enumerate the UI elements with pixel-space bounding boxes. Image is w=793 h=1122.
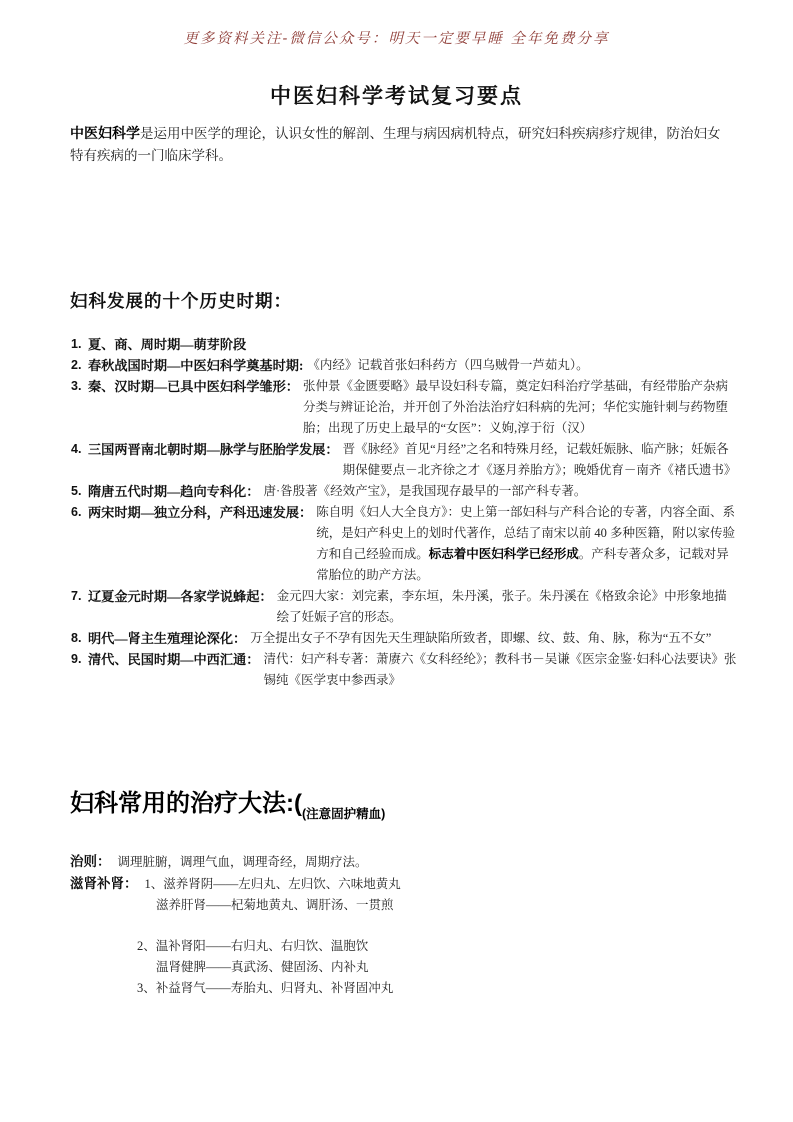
item-body: [88, 481, 739, 502]
item-description: [303, 376, 739, 439]
item-heading: 三国两晋南北朝时期—脉学与胚胎学发展：: [88, 442, 339, 457]
item-desc-text: 陈自明《妇人大全良方》：史上第一部妇科与产科合论的专著，内容全面、系统，是妇产科史上的划时代著作，总结了南宋以前 40 多种医籍，附以家传验方和自己经验而成。: [316, 505, 735, 561]
item-number: 2.: [71, 358, 82, 372]
item-heading: 两宋时期—独立分科，产科迅速发展：: [88, 505, 313, 520]
item-number: 9.: [71, 652, 82, 666]
treatment-row: [156, 895, 730, 916]
item-desc-text: 晋《脉经》首见“月经”之名和特殊月经，记载妊娠脉、临产脉；妊娠各期保健要点－北齐徐之才《逐月养胎方》；晚婚优育－南齐《褚氏遗书》: [342, 442, 737, 477]
treatment-section-heading: [70, 783, 385, 822]
item-body: [88, 334, 739, 355]
item-desc-text: 《内经》记载首张妇科药方（四乌贼骨一芦茹丸）。: [307, 358, 589, 372]
history-item: [71, 334, 739, 355]
history-item: [71, 481, 739, 502]
item-description: [250, 628, 739, 649]
treatment-row: [70, 873, 730, 895]
item-description: [250, 334, 739, 355]
item-description: [307, 355, 739, 376]
item-body: [88, 376, 739, 439]
item-number: 4.: [71, 442, 82, 456]
history-item: [71, 376, 739, 439]
item-desc-text: 金元四大家：刘完素，李东垣，朱丹溪，张子。朱丹溪在《格致余论》中形象地描绘了妊娠子宫的形态。: [276, 589, 727, 624]
treatment-row-text: 调理脏腑，调理气血，调理奇经，周期疗法。: [117, 855, 368, 869]
item-body: [88, 502, 739, 586]
item-number: 8.: [71, 631, 82, 645]
item-description: [316, 502, 739, 586]
item-number: 6.: [71, 505, 82, 519]
item-heading: 清代、民国时期—中西汇通：: [88, 652, 260, 667]
history-section-heading: 妇科发展的十个历史时期：: [70, 291, 292, 311]
treatment-row-label: 滋肾补肾：: [70, 876, 138, 891]
treatment-row: [137, 978, 730, 999]
history-item: [71, 586, 739, 628]
item-number: 3.: [71, 379, 82, 393]
treatment-block: [70, 851, 730, 999]
intro-lead-term: 中医妇科学: [70, 127, 140, 142]
item-number: 5.: [71, 484, 82, 498]
intro-body-text: 是运用中医学的理论，认识女性的解剖、生理与病因病机特点，研究妇科疾病疹疗规律，防治妇女特有疾病的一门临床学科。: [70, 126, 721, 163]
item-heading: 隋唐五代时期—趋向专科化：: [88, 484, 260, 499]
item-heading: 辽夏金元时期—各家学说蜂起：: [88, 589, 273, 604]
item-desc-bold: 标志着中医妇科学已经形成: [428, 547, 579, 561]
item-desc-text: 万全提出女子不孕有因先天生理缺陷所致者，即螺、纹、鼓、角、脉，称为“五不女”: [250, 631, 712, 645]
treatment-row-text: 温肾健脾——真武汤、健固汤、内补丸: [156, 960, 369, 974]
item-heading: 明代—肾主生殖理论深化：: [88, 631, 247, 646]
item-body: [88, 628, 739, 649]
treatment-heading-note: (注意固护精血): [301, 807, 386, 821]
item-description: [263, 649, 739, 691]
history-item: [71, 439, 739, 481]
item-body: [88, 355, 739, 376]
item-description: [263, 481, 739, 502]
item-number: 7.: [71, 589, 82, 603]
promo-header-text: 更多资料关注-微信公众号：明天一定要早睡 全年免费分享: [183, 31, 610, 47]
treatment-row: [137, 936, 730, 957]
item-heading: 夏、商、周时期—萌芽阶段: [88, 337, 247, 352]
treatment-row-text: 2、温补肾阳——右归丸、右归饮、温胞饮: [137, 939, 369, 953]
item-desc-tail: 。产科专著众多，记载对异常胎位的助产方法。: [316, 547, 729, 582]
item-heading: 秦、汉时期—已具中医妇科学雏形：: [88, 379, 299, 394]
item-body: [88, 649, 739, 691]
history-item: [71, 649, 739, 691]
history-list: [71, 334, 739, 691]
item-desc-text: 张仲景《金匮要略》最早设妇科专篇，奠定妇科治疗学基础，有经带胎产杂病分类与辨证论治，并开创了外治法治疗妇科病的先河；华佗实施针刺与药物堕胎；出现了历史上最早的“女医”：义姁,淳于衍（汉）: [303, 379, 729, 435]
item-desc-text: 清代：妇产科专著：萧赓六《女科经纶》；教科书－吴谦《医宗金鉴·妇科心法要诀》张锡纯《医学衷中参西录》: [263, 652, 737, 687]
treatment-heading-main: 妇科常用的治疗大法:(: [70, 790, 302, 817]
item-number: 1.: [71, 337, 82, 351]
history-item: [71, 355, 739, 376]
item-desc-text: 唐·昝殷著《经效产宝》，是我国现存最早的一部产科专著。: [263, 484, 587, 498]
intro-paragraph: [70, 123, 728, 166]
item-heading: 春秋战国时期—中医妇科学奠基时期:: [88, 358, 304, 373]
treatment-row-label: 治则：: [70, 854, 111, 869]
history-item: [71, 628, 739, 649]
treatment-row-text: 滋养肝肾——杞菊地黄丸、调肝汤、一贯煎: [156, 898, 394, 912]
treatment-row: [70, 851, 730, 873]
item-description: [277, 586, 739, 628]
item-description: [343, 439, 739, 481]
treatment-row-text: 3、补益肾气——寿胎丸、归肾丸、补肾固冲丸: [137, 981, 394, 995]
item-body: [88, 586, 739, 628]
page-title: 中医妇科学考试复习要点: [270, 85, 523, 108]
treatment-row-text: 1、滋养肾阴——左归丸、左归饮、六味地黄丸: [144, 877, 401, 891]
treatment-row: [156, 957, 730, 978]
item-body: [88, 439, 739, 481]
history-item: [71, 502, 739, 586]
